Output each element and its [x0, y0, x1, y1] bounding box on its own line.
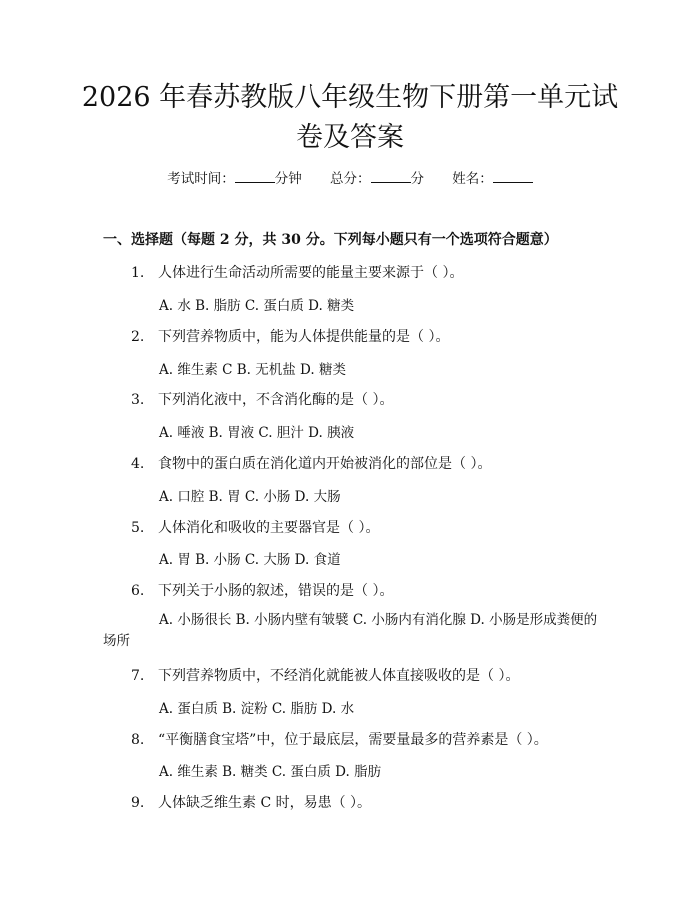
exam-name — [452, 167, 533, 187]
question-text: 下列营养物质中，不经消化就能被人体直接吸收的是（ ）。 — [158, 668, 520, 684]
question-2-options: A. 维生素 C B. 无机盐 D. 糖类 — [159, 362, 346, 378]
question-number: 1. — [131, 265, 145, 281]
time-blank — [235, 170, 275, 183]
page-title — [60, 78, 640, 158]
question-7-options: A. 蛋白质 B. 淀粉 C. 脂肪 D. 水 — [159, 701, 355, 717]
question-9 — [131, 792, 371, 812]
question-5 — [131, 517, 379, 537]
question-1 — [131, 262, 463, 282]
exam-meta — [0, 167, 700, 187]
exam-time — [167, 167, 302, 187]
name-label: 姓名： — [452, 171, 493, 187]
question-number: 3. — [131, 392, 145, 408]
question-6-options: A. 小肠很长 B. 小肠内壁有皱襞 C. 小肠内有消化腺 D. 小肠是形成粪便的场所 — [103, 612, 598, 649]
question-text: 下列营养物质中，能为人体提供能量的是（ ）。 — [158, 329, 450, 345]
question-2 — [131, 326, 449, 346]
question-4 — [131, 453, 491, 473]
question-number: 8. — [131, 732, 145, 748]
time-label: 考试时间： — [167, 171, 235, 187]
exam-score — [330, 167, 424, 187]
question-text: 人体缺乏维生素 C 时，易患（ ）。 — [158, 795, 372, 811]
question-3-options: A. 唾液 B. 胃液 C. 胆汁 D. 胰液 — [159, 425, 355, 441]
question-3 — [131, 389, 393, 409]
question-text: 下列消化液中，不含消化酶的是（ ）。 — [158, 392, 394, 408]
question-number: 6. — [131, 583, 145, 599]
question-text: 下列关于小肠的叙述，错误的是（ ）。 — [158, 583, 394, 599]
score-unit: 分 — [410, 171, 424, 187]
question-number: 5. — [131, 520, 145, 536]
question-5-options: A. 胃 B. 小肠 C. 大肠 D. 食道 — [159, 552, 341, 568]
question-number: 2. — [131, 329, 145, 345]
name-blank — [493, 170, 533, 183]
question-number: 7. — [131, 668, 145, 684]
title-line-2: 卷及答案 — [296, 122, 404, 153]
question-1-options: A. 水 B. 脂肪 C. 蛋白质 D. 糖类 — [159, 298, 355, 314]
question-text: 人体消化和吸收的主要器官是（ ）。 — [158, 520, 380, 536]
question-6 — [131, 580, 393, 600]
section-title: 一、选择题（每题 2 分，共 30 分。下列每小题只有一个选项符合题意） — [103, 232, 558, 248]
time-unit: 分钟 — [274, 171, 302, 187]
question-text: “平衡膳食宝塔”中，位于最底层，需要量最多的营养素是（ ）。 — [158, 732, 548, 748]
question-number: 4. — [131, 456, 145, 472]
question-8 — [131, 729, 548, 749]
question-8-options: A. 维生素 B. 糖类 C. 蛋白质 D. 脂肪 — [159, 764, 382, 780]
question-7 — [131, 665, 519, 685]
question-number: 9. — [131, 795, 145, 811]
question-text: 人体进行生命活动所需要的能量主要来源于（ ）。 — [158, 265, 464, 281]
question-text: 食物中的蛋白质在消化道内开始被消化的部位是（ ）。 — [158, 456, 492, 472]
question-4-options: A. 口腔 B. 胃 C. 小肠 D. 大肠 — [159, 489, 341, 505]
score-blank — [371, 170, 411, 183]
title-line-1: 2026 年春苏教版八年级生物下册第一单元试 — [81, 82, 619, 113]
score-label: 总分： — [330, 171, 371, 187]
